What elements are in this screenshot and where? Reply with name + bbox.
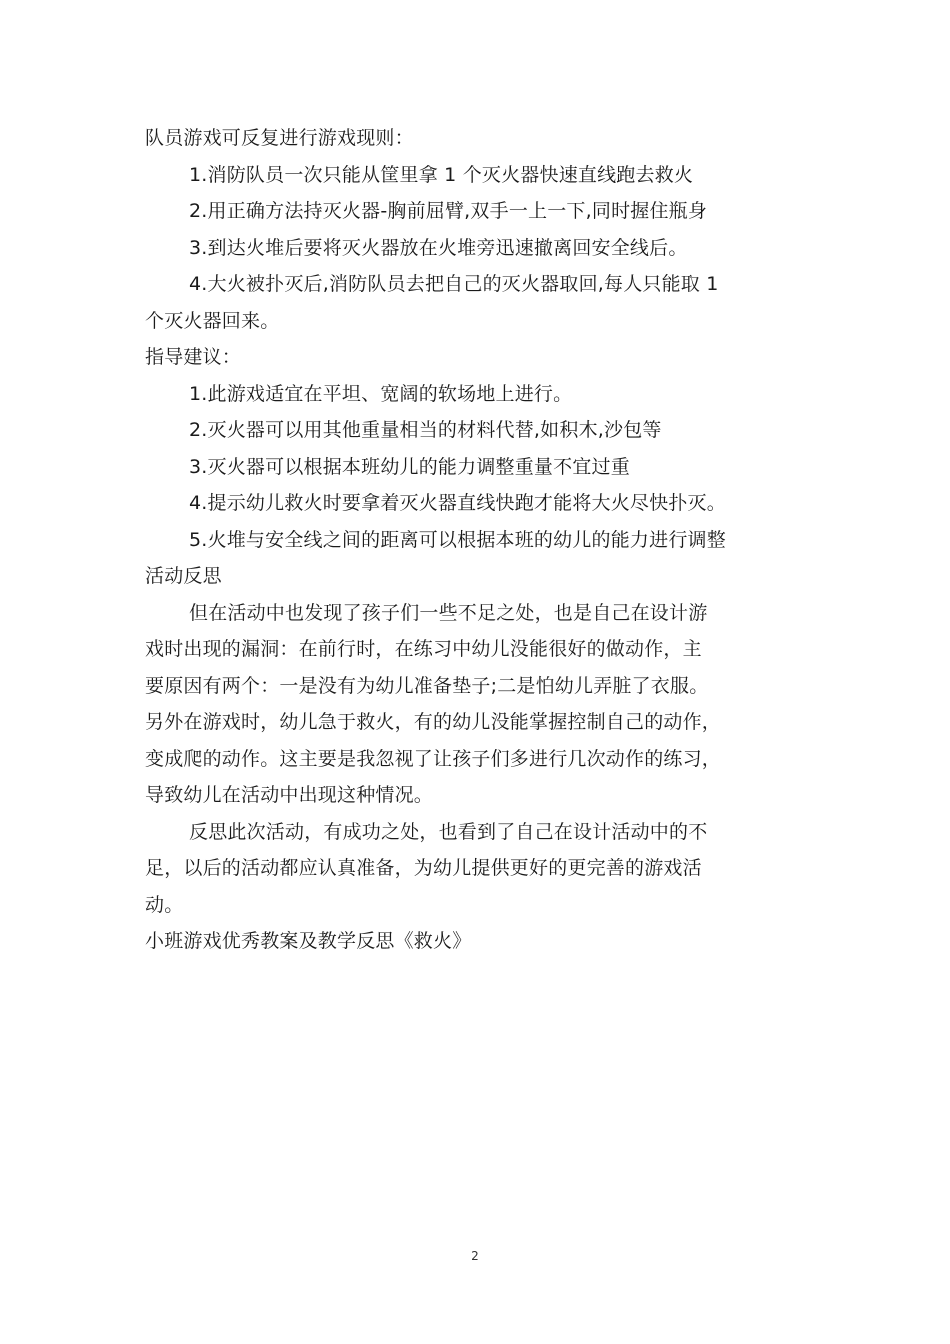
paragraph-line: 戏时出现的漏洞：在前行时，在练习中幼儿没能很好的做动作，主 [145,638,702,660]
paragraph-line: 变成爬的动作。这主要是我忽视了让孩子们多进行几次动作的练习， [145,747,722,770]
rule-item: 2.用正确方法持灭火器-胸前屈臂,双手一上一下,同时握住瓶身 [189,200,708,222]
reflection-paragraph-1 [145,595,815,814]
paragraph-line: 要原因有两个：一是没有为幼儿准备垫子;二是怕幼儿弄脏了衣服。 [145,674,709,697]
document-body [145,120,815,960]
paragraph-line: 另外在游戏时，幼儿急于救火，有的幼儿没能掌握控制自己的动作， [145,711,722,733]
guidance-item: 2.灭火器可以用其他重量相当的材料代替,如积木,沙包等 [189,419,662,441]
rule-item: 3.到达火堆后要将灭火器放在火堆旁迅速撤离回安全线后。 [189,236,688,259]
paragraph-line: 反思此次活动，有成功之处，也看到了自己在设计活动中的不 [189,820,708,843]
closing-title: 小班游戏优秀教案及教学反思《救火》 [145,930,472,952]
guidance-item: 5.火堆与安全线之间的距离可以根据本班的幼儿的能力进行调整 [189,528,726,551]
guidance-item: 4.提示幼儿救火时要拿着灭火器直线快跑才能将大火尽快扑灭。 [189,492,726,514]
rules-heading-line: 队员游戏可反复进行游戏现则： [145,127,414,149]
paragraph-line: 导致幼儿在活动中出现这种情况。 [145,784,434,806]
guidance-heading: 指导建议： [145,346,242,368]
reflection-paragraph-2 [145,814,815,924]
guidance-item: 3.灭火器可以根据本班幼儿的能力调整重量不宜过重 [189,455,630,478]
rule-item-continuation: 个灭火器回来。 [145,309,280,332]
paragraph-line: 足，以后的活动都应认真准备，为幼儿提供更好的更完善的游戏活 [145,857,702,879]
rule-item: 1.消防队员一次只能从筐里拿 1 个灭火器快速直线跑去救火 [189,163,694,186]
guidance-item: 1.此游戏适宜在平坦、宽阔的软场地上进行。 [189,382,573,405]
paragraph-line: 但在活动中也发现了孩子们一些不足之处，也是自己在设计游 [189,601,708,624]
rule-item: 4.大火被扑灭后,消防队员去把自己的灭火器取回,每人只能取 1 [189,273,719,295]
page-number: 2 [471,1249,479,1263]
paragraph-line: 动。 [145,893,184,916]
reflection-heading: 活动反思 [145,565,222,587]
